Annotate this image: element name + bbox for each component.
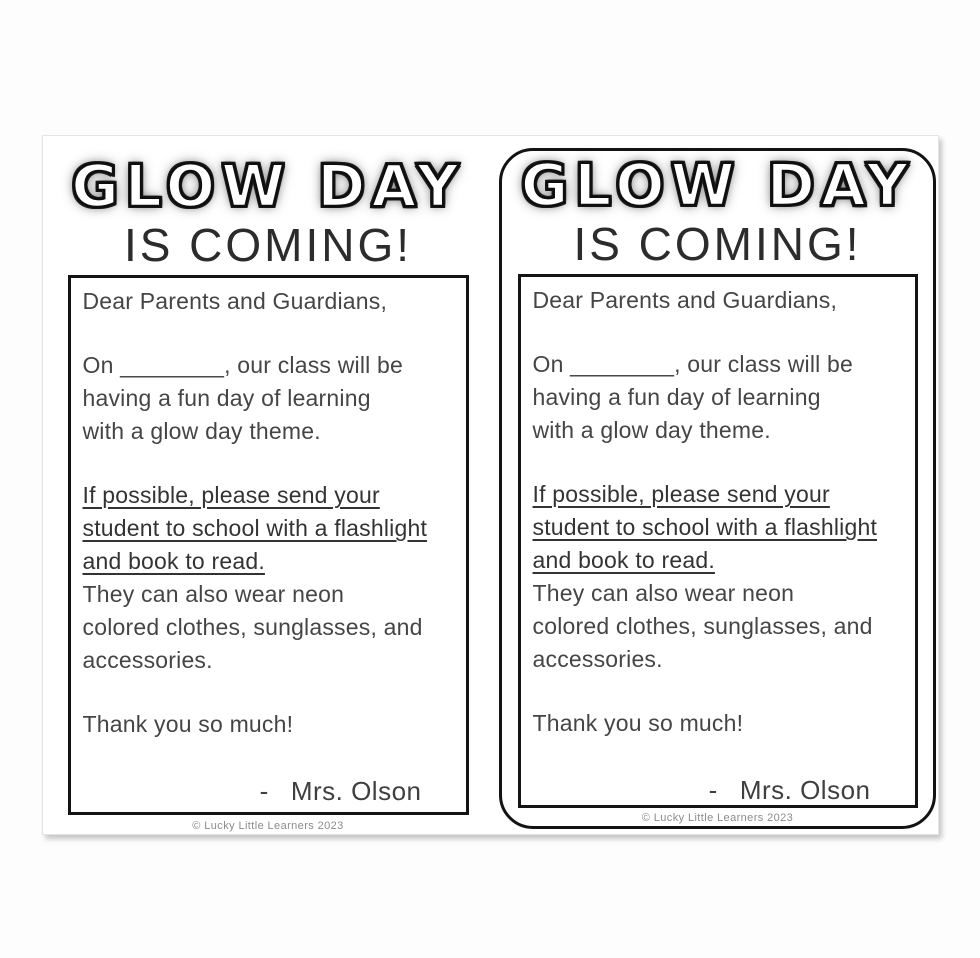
signature-line — [533, 772, 909, 808]
letter-line: On ________, our class will be — [82, 352, 404, 378]
closing-line: Thank you so much! — [82, 711, 294, 737]
intro-paragraph — [83, 349, 460, 448]
letter-line: student to school with a flashlight — [82, 515, 428, 541]
letter-line: On ________, our class will be — [532, 351, 854, 377]
letter-body-box — [68, 275, 469, 815]
is-coming-subtitle: IS COMING! — [573, 218, 862, 270]
signature-name: Mrs. Olson — [290, 776, 422, 806]
copyright-credit: © Lucky Little Learners 2023 — [641, 812, 794, 824]
letter-line: having a fun day of learning — [532, 384, 821, 410]
letter-line: accessories. — [82, 647, 213, 673]
letter-line: student to school with a flashlight — [532, 514, 878, 540]
closing-line: Thank you so much! — [532, 710, 744, 736]
paragraph-gap — [83, 677, 460, 708]
letter-line: with a glow day theme. — [82, 418, 321, 444]
letter-line: and book to read. — [532, 547, 715, 573]
glow-day-bubble-title: GLOW DAY — [520, 151, 915, 219]
letter-line: They can also wear neon — [532, 580, 795, 606]
is-coming-subtitle: IS COMING! — [123, 219, 413, 271]
signature-dash: - — [259, 776, 269, 806]
paragraph-gap — [83, 318, 460, 349]
paragraph-gap — [533, 676, 909, 707]
flyer-panel-left — [56, 149, 480, 832]
paragraph-gap — [533, 317, 909, 348]
salutation-line: Dear Parents and Guardians, — [532, 287, 838, 313]
extras-paragraph — [533, 577, 909, 676]
letter-line: and book to read. — [82, 548, 265, 574]
signature-name: Mrs. Olson — [739, 775, 871, 805]
printed-flyer-sheet — [42, 135, 939, 835]
signature-line — [83, 773, 460, 809]
request-paragraph-underlined — [83, 479, 460, 578]
letter-body-box — [518, 274, 918, 808]
letter-line: colored clothes, sunglasses, and — [82, 614, 423, 640]
letter-line: colored clothes, sunglasses, and — [532, 613, 873, 639]
paragraph-gap — [533, 447, 909, 478]
intro-paragraph — [533, 348, 909, 447]
letter-line: They can also wear neon — [82, 581, 345, 607]
paragraph-gap — [83, 448, 460, 479]
flyer-panel-right — [499, 148, 936, 829]
copyright-credit: © Lucky Little Learners 2023 — [192, 820, 344, 832]
request-paragraph-underlined — [533, 478, 909, 577]
letter-line: If possible, please send your — [82, 482, 380, 508]
glow-day-bubble-title: GLOW DAY — [71, 152, 465, 220]
salutation-line: Dear Parents and Guardians, — [82, 288, 388, 314]
letter-line: accessories. — [532, 646, 663, 672]
letter-line: having a fun day of learning — [82, 385, 371, 411]
signature-dash: - — [708, 775, 718, 805]
letter-line: with a glow day theme. — [532, 417, 771, 443]
extras-paragraph — [83, 578, 460, 677]
letter-line: If possible, please send your — [532, 481, 830, 507]
